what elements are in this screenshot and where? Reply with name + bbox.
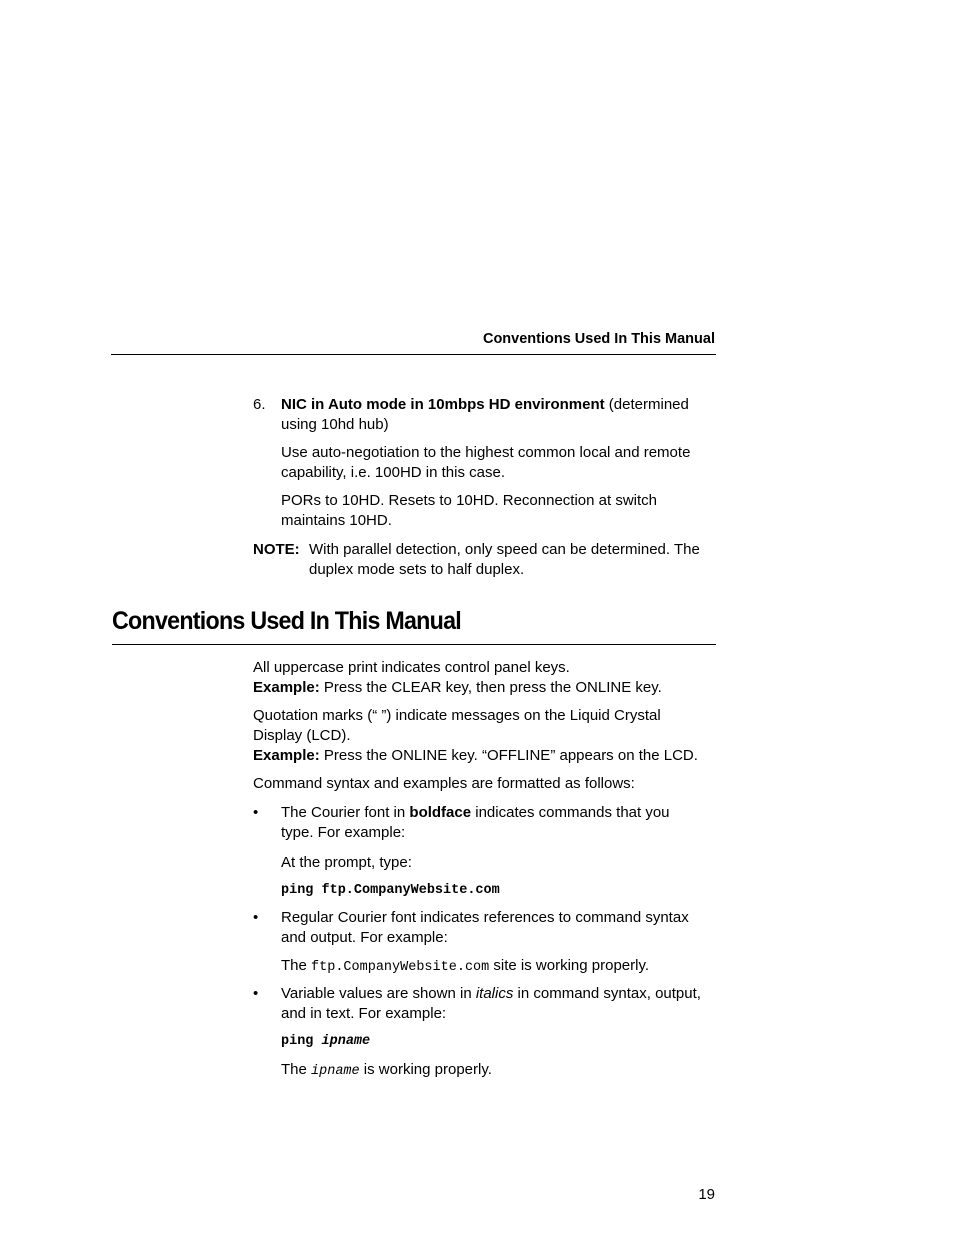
bullet-glyph: • <box>253 985 259 1002</box>
item-para1-line1: Use auto-negotiation to the highest common local and remote <box>281 444 691 461</box>
bullet-3-line1 <box>281 984 719 1004</box>
example-1 <box>253 678 719 698</box>
item-para2-line1: PORs to 10HD. Resets to 10HD. Reconnection at switch <box>281 492 657 509</box>
bullet-3-example <box>281 1060 719 1082</box>
bullet-item-3 <box>253 984 719 1082</box>
section-title: Conventions Used In This Manual <box>112 607 461 635</box>
bullet-item-2 <box>253 908 719 978</box>
section-body <box>253 658 719 794</box>
example-2 <box>253 746 719 766</box>
note-block <box>253 540 719 580</box>
running-header: Conventions Used In This Manual <box>482 331 715 347</box>
note-line2: duplex mode sets to half duplex. <box>309 561 525 578</box>
bullet-1-line1 <box>281 803 719 823</box>
command-text: ping <box>281 1034 322 1049</box>
text-run: is working properly. <box>359 1061 492 1078</box>
example-label: Example: <box>253 747 320 764</box>
courier-reference: ftp.CompanyWebsite.com <box>311 960 490 975</box>
header-divider <box>111 354 716 355</box>
text-run: The Courier font in <box>281 804 410 821</box>
example-text: Press the ONLINE key. “OFFLINE” appears on the LCD. <box>319 747 698 764</box>
page-number: 19 <box>698 1186 715 1203</box>
variable-command-example <box>281 1032 719 1052</box>
variable-text: ipname <box>321 1034 371 1049</box>
bullet-2-example <box>281 956 719 978</box>
prompt-text: At the prompt, type: <box>281 854 412 871</box>
section-divider <box>112 644 716 645</box>
command-example: ping ftp.CompanyWebsite.com <box>281 883 500 898</box>
italic-word: italics <box>475 985 514 1002</box>
example-text: Press the CLEAR key, then press the ONLINE key. <box>319 679 662 696</box>
numbered-item-6 <box>253 395 719 531</box>
item-lead-line2: using 10hd hub) <box>281 416 389 433</box>
text-run: The <box>281 1061 312 1078</box>
item-para1-line2: capability, i.e. 100HD in this case. <box>281 464 505 481</box>
example-label: Example: <box>253 679 320 696</box>
text-run: indicates commands that you <box>471 804 670 821</box>
bullet-glyph: • <box>253 804 259 821</box>
bullet-item-1 <box>253 803 719 901</box>
item-lead-line1 <box>281 395 719 415</box>
bullet-2-line2: and output. For example: <box>281 929 448 946</box>
text-run: The <box>281 957 312 974</box>
command-syntax-intro: Command syntax and examples are formatted as follows: <box>253 775 635 792</box>
text-run: site is working properly. <box>489 957 650 974</box>
bullet-1-line2: type. For example: <box>281 824 406 841</box>
quotation-text-line1: Quotation marks (“ ”) indicate messages on the Liquid Crystal <box>253 707 661 724</box>
item-bold-lead: NIC in Auto mode in 10mbps HD environment <box>281 396 605 413</box>
text-run: in command syntax, output, <box>513 985 701 1002</box>
bullet-3-line2: and in text. For example: <box>281 1005 447 1022</box>
note-line1: With parallel detection, only speed can be determined. The <box>309 541 700 558</box>
item-lead-rest: (determined <box>604 396 689 413</box>
bullet-glyph: • <box>253 909 259 926</box>
item-para2-line2: maintains 10HD. <box>281 512 392 529</box>
text-run: Variable values are shown in <box>281 985 476 1002</box>
uppercase-keys-text: All uppercase print indicates control panel keys. <box>253 659 570 676</box>
quotation-text-line2: Display (LCD). <box>253 727 351 744</box>
note-label: NOTE: <box>253 541 300 558</box>
item-number: 6. <box>253 396 266 413</box>
variable-reference: ipname <box>311 1064 360 1079</box>
bullet-2-line1: Regular Courier font indicates references to command syntax <box>281 909 689 926</box>
boldface-word: boldface <box>409 804 472 821</box>
